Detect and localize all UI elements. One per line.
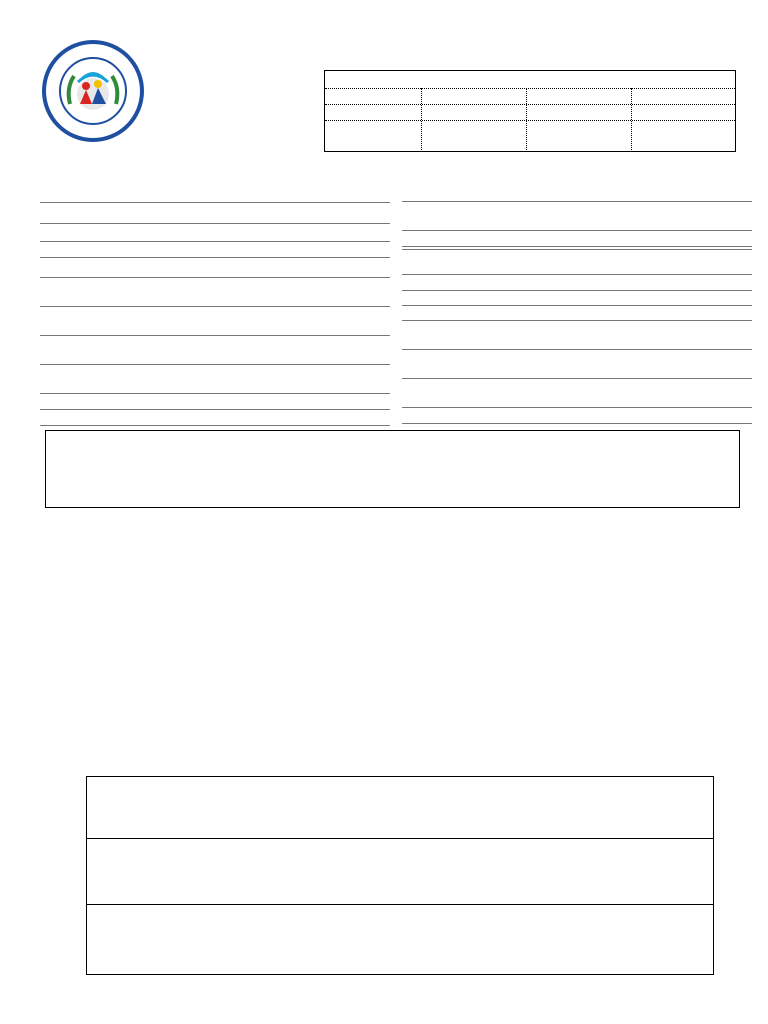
rating-row [40,394,390,410]
rating-row [402,408,752,424]
learning-area-field[interactable] [632,105,736,120]
rating-row [402,306,752,321]
rating-row [402,379,752,408]
day-evaluated-field[interactable] [422,121,526,151]
participant-info-box [324,70,736,152]
table-header-row [402,249,752,275]
table-header-row [40,202,390,224]
facilitator-rating-table-2 [402,583,752,758]
rating-row [40,365,390,394]
session-rating-table-1 [40,202,390,428]
rating-row [40,258,390,278]
session-rating-table-2 [40,536,390,762]
rating-row [40,307,390,336]
rating-row [402,275,752,291]
do-differently-field[interactable] [87,905,713,974]
rating-row [402,201,752,231]
final-feedback-box [86,776,714,975]
comments-field-2[interactable] [87,777,713,838]
learning-service-provider-field[interactable] [632,121,736,151]
rating-row [40,278,390,307]
comments-box-1[interactable] [45,430,740,508]
rating-row [40,224,390,242]
rating-row [40,336,390,365]
rating-row [402,350,752,379]
class-section-field[interactable] [632,89,736,104]
rating-row [40,242,390,258]
rating-row [40,410,390,426]
facilitator-rating-table-1 [402,249,752,424]
materials-rating-table-1 [402,201,752,247]
division-field[interactable] [422,105,526,120]
region-field[interactable] [422,89,526,104]
materials-rating-table-2 [402,535,752,581]
significant-learning-field[interactable] [87,839,713,903]
rating-row [402,231,752,247]
rating-row [402,321,752,350]
participant-title [325,71,735,89]
deped-seal-logo [40,38,146,144]
rating-row [402,291,752,306]
